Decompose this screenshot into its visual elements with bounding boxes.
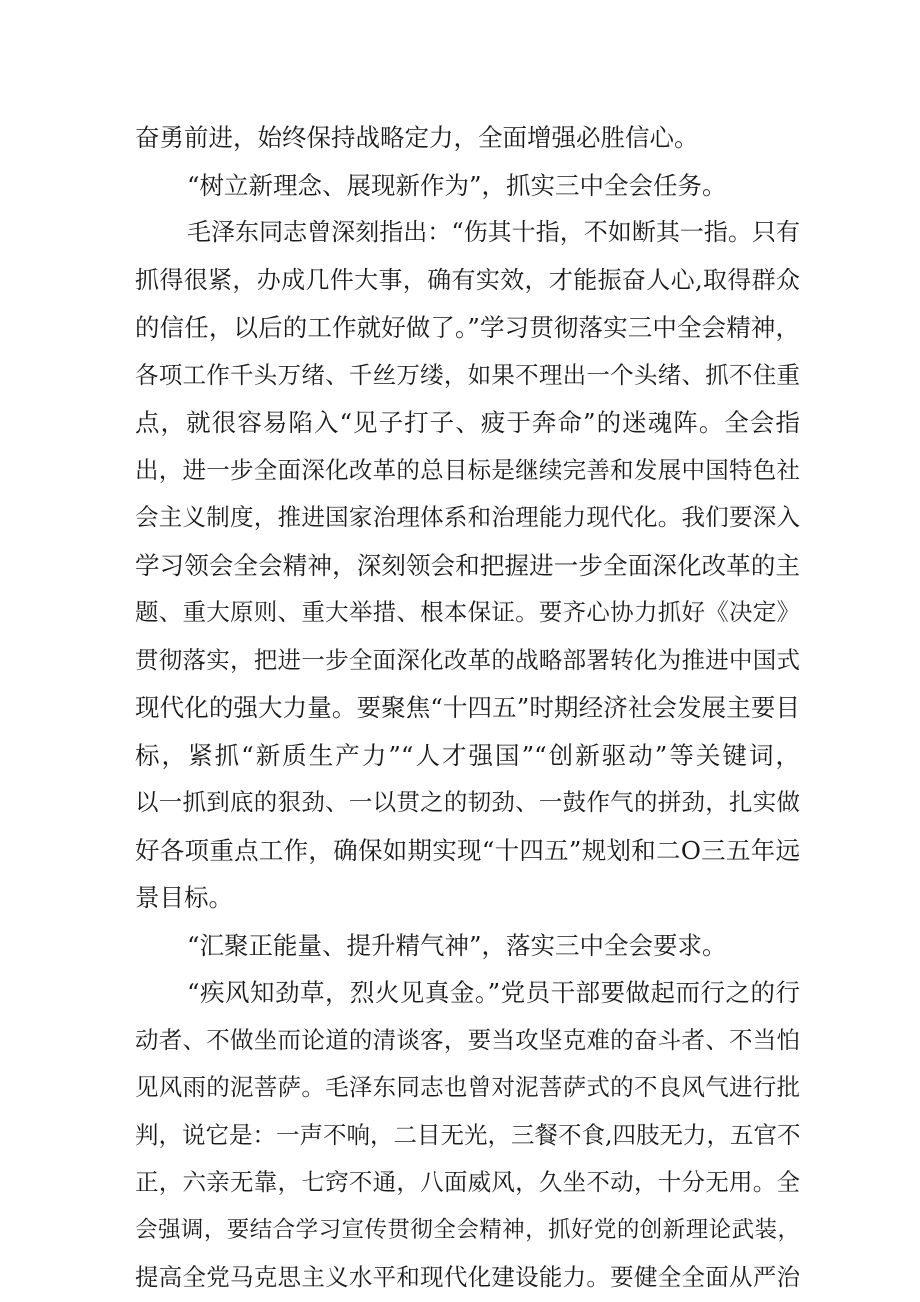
text-line: 题、重大原则、重大举措、根本保证。要齐心协力抓好《决定》 (135, 598, 800, 626)
text-line: 景目标。 (135, 883, 233, 912)
text-line: 学习领会全会精神，深刻领会和把握进一步全面深化改革的主 (135, 550, 800, 580)
text-line: 点，就很容易陷入“见子打子、疲于奔命”的迷魂阵。全会指 (135, 408, 800, 437)
text-line: 以一抓到底的狠劲、一以贯之的韧劲、一鼓作气的拼劲，扎实做 (135, 788, 800, 816)
text-line: 毛泽东同志曾深刻指出：“伤其十指，不如断其一指。只有 (187, 218, 800, 246)
text-line: 见风雨的泥菩萨。毛泽东同志也曾对泥菩萨式的不良风气进行批 (135, 1073, 800, 1101)
text-line: 的信任，以后的工作就好做了。”学习贯彻落实三中全会精神， (135, 313, 800, 342)
text-line: 会主义制度，推进国家治理体系和治理能力现代化。我们要深入 (135, 503, 800, 531)
text-line: “疾风知劲草，烈火见真金。”党员干部要做起而行之的行 (187, 978, 800, 1007)
text-line: 抓得很紧，办成几件大事，确有实效，才能振奋人心,取得群众 (135, 265, 800, 294)
text-line: 正，六亲无靠，七窍不通，八面威风，久坐不动，十分无用。全 (135, 1168, 800, 1196)
text-line: “树立新理念、展现新作为”，抓实三中全会任务。 (187, 170, 727, 200)
text-line: 现代化的强大力量。要聚焦“十四五”时期经济社会发展主要目 (135, 693, 800, 722)
text-line: “汇聚正能量、提升精气神”，落实三中全会要求。 (187, 930, 727, 960)
text-line: 贯彻落实，把进一步全面深化改革的战略部署转化为推进中国式 (135, 645, 800, 674)
text-line: 提高全党马克思主义水平和现代化建设能力。要健全全面从严治 (135, 1263, 800, 1291)
text-line: 判，说它是：一声不响，二目无光，三餐不食,四肢无力，五官不 (135, 1120, 801, 1149)
text-line: 动者、不做坐而论道的清谈客，要当攻坚克难的奋斗者、不当怕 (135, 1025, 800, 1054)
document-body (135, 114, 800, 1302)
text-line: 各项工作千头万绪、千丝万缕，如果不理出一个头绪、抓不住重 (135, 360, 800, 389)
text-line: 好各项重点工作，确保如期实现“十四五”规划和二O三五年远 (135, 835, 800, 865)
text-line: 标，紧抓“新质生产力”“人才强国”“创新驱动”等关键词， (135, 740, 800, 770)
text-line: 会强调，要结合学习宣传贯彻全会精神，抓好党的创新理论武装， (135, 1216, 800, 1243)
text-line: 奋勇前进，始终保持战略定力，全面增强必胜信心。 (135, 123, 699, 152)
text-line: 出，进一步全面深化改革的总目标是继续完善和发展中国特色社 (135, 455, 800, 484)
